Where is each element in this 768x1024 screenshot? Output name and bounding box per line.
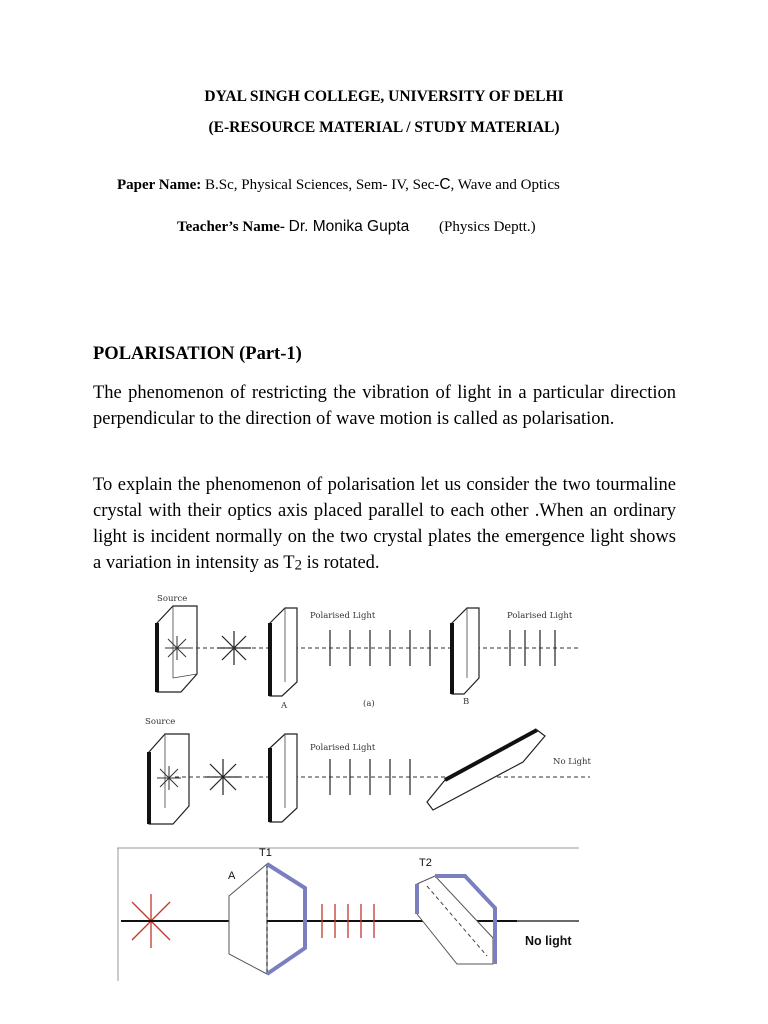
- figure2-crystal-b-rotated: [427, 730, 545, 810]
- figure3-a-label: A: [228, 870, 236, 882]
- teacher-label: Teacher’s Name-: [177, 219, 285, 235]
- paper-name-value-a: B.Sc, Physical Sciences, Sem- IV, Sec-: [205, 177, 440, 193]
- figure2-no-light-label: No Light: [553, 757, 591, 767]
- figure1-crystal-b-label: B: [463, 697, 470, 707]
- paper-name-label: Paper Name:: [117, 177, 202, 193]
- teacher-line: [177, 218, 536, 236]
- figure3-t2-label: T2: [419, 857, 432, 869]
- paragraph-explanation-text: To explain the phenomenon of polarisation let us consider the two tourmaline crystal with their optics axis placed parallel to each other .When an ordinary light is incident normally on the two crystal plates the emergence light shows a variation in intensity as T: [93, 475, 676, 573]
- figure3-crystal-t1: [229, 864, 305, 974]
- figure1-polarised-label-2: Polarised Light: [507, 611, 573, 621]
- paper-name-section: C: [439, 176, 451, 193]
- figure-two-crystals-crossed: [145, 712, 615, 837]
- figure2-polarised-arrows: [330, 759, 410, 795]
- paragraph-explanation-subscript: 2: [294, 557, 302, 574]
- figure3-no-light-label: No light: [525, 934, 572, 948]
- figure1-crystal-b: [452, 608, 479, 694]
- college-title: DYAL SINGH COLLEGE, UNIVERSITY OF DELHI: [204, 88, 564, 105]
- figure1-source-label: Source: [157, 594, 188, 604]
- paragraph-explanation-end: is rotated.: [301, 553, 380, 573]
- material-subtitle: (E-RESOURCE MATERIAL / STUDY MATERIAL): [208, 119, 560, 136]
- figure1-crystal-a-label: A: [281, 701, 288, 711]
- paper-name-value-b: , Wave and Optics: [450, 177, 560, 193]
- paragraph-definition: The phenomenon of restricting the vibration of light in a particular direction perpendicular to the direction of wave motion is called as polarisation.: [93, 383, 676, 429]
- figure1-source-crystal: [157, 606, 197, 692]
- figure3-t1-label: T1: [259, 847, 272, 859]
- figure1-caption: (a): [363, 699, 375, 709]
- paragraph-explanation: [93, 472, 676, 578]
- paper-name-line: [117, 176, 560, 194]
- figure-tourmaline-t1-t2: [117, 846, 579, 981]
- figure2-source-label: Source: [145, 717, 176, 727]
- figure2-source-crystal: [149, 734, 189, 824]
- figure2-crystal-a: [270, 734, 297, 822]
- teacher-name: Dr. Monika Gupta: [288, 218, 410, 235]
- section-heading: POLARISATION (Part-1): [93, 344, 302, 364]
- teacher-dept: (Physics Deptt.): [439, 219, 536, 235]
- figure1-polarised-label-1: Polarised Light: [310, 611, 376, 621]
- figure1-crystal-a: [270, 608, 297, 696]
- figure-two-crystals-parallel: [145, 588, 585, 713]
- figure2-polarised-label: Polarised Light: [310, 743, 376, 753]
